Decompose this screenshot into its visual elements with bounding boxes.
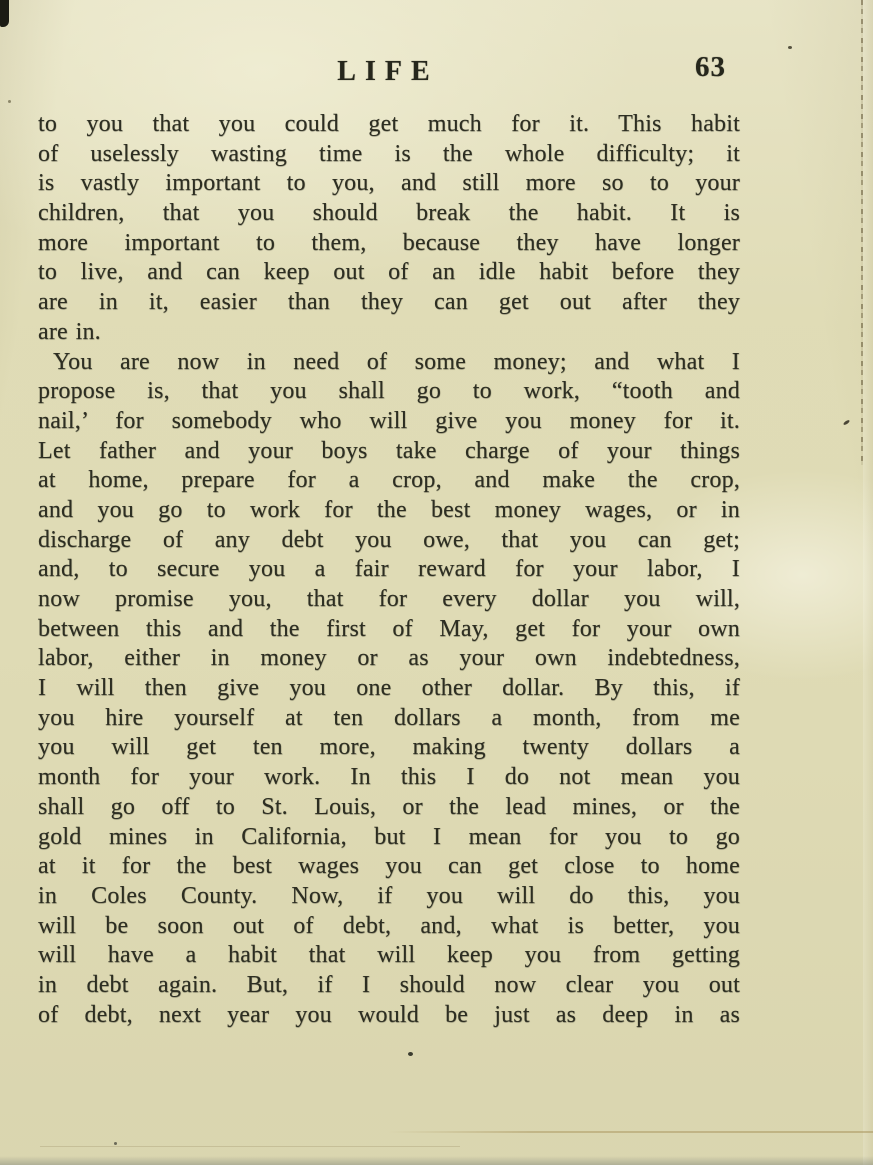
page-edge-shadow xyxy=(863,0,873,1165)
text-line: are in. xyxy=(38,318,101,345)
text-line: will have a habit that will keep you from getting xyxy=(38,942,740,969)
page-header xyxy=(38,50,740,90)
text-line: gold mines in California, but I mean for you to go xyxy=(38,823,740,850)
text-line: of debt, next year you would be just as deep in as xyxy=(38,1001,740,1028)
text-line: you will get ten more, making twenty dollars a xyxy=(38,734,740,761)
text-line: and you go to work for the best money wages, or in xyxy=(38,496,740,523)
text-line: in Coles County. Now, if you will do this, you xyxy=(38,882,740,909)
text-line: You are now in need of some money; and what I xyxy=(53,348,740,375)
ink-speck xyxy=(788,46,792,49)
corner-ink-mark xyxy=(0,0,9,27)
ink-speck xyxy=(408,1052,413,1056)
ink-speck xyxy=(8,100,11,103)
text-line: you hire yourself at ten dollars a month, from me xyxy=(38,704,740,731)
text-line: discharge of any debt you owe, that you can get; xyxy=(38,526,740,553)
text-line: propose is, that you shall go to work, “tooth and xyxy=(38,378,740,405)
text-line: shall go off to St. Louis, or the lead mines, or the xyxy=(38,793,740,820)
paragraph xyxy=(38,348,740,1031)
text-line: children, that you should break the habit. It is xyxy=(38,200,740,227)
text-line: of uselessly wasting time is the whole difficulty; it xyxy=(38,140,740,167)
text-line: nail,’ for somebody who will give you money for it. xyxy=(38,407,740,434)
ink-speck xyxy=(114,1142,117,1145)
text-line: at home, prepare for a crop, and make the crop, xyxy=(38,467,740,494)
scan-crease-line xyxy=(388,1131,873,1133)
text-line: will be soon out of debt, and, what is better, you xyxy=(38,912,740,939)
text-line: are in it, easier than they can get out after they xyxy=(38,289,740,316)
text-line: at it for the best wages you can get close to home xyxy=(38,853,740,880)
text-line: Let father and your boys take charge of your things xyxy=(38,437,740,464)
running-head: LIFE xyxy=(337,56,439,87)
text-line: and, to secure you a fair reward for your labor, I xyxy=(38,556,740,583)
text-line: between this and the first of May, get for your own xyxy=(38,615,740,642)
text-line: to you that you could get much for it. This habit xyxy=(38,111,740,137)
scan-crease-line xyxy=(40,1146,460,1147)
text-line: in debt again. But, if I should now clear you out xyxy=(38,971,740,998)
text-line: now promise you, that for every dollar you will, xyxy=(38,586,740,612)
text-block xyxy=(38,110,740,1030)
text-line: is vastly important to you, and still more so to your xyxy=(38,170,740,197)
text-line: I will then give you one other dollar. By this, if xyxy=(38,675,740,702)
page-number: 63 xyxy=(695,51,726,83)
paragraph xyxy=(38,110,740,348)
ink-speck xyxy=(843,419,850,425)
text-line: to live, and can keep out of an idle habit before they xyxy=(38,259,740,286)
text-line: month for your work. In this I do not mean you xyxy=(38,764,740,791)
text-line: labor, either in money or as your own indebtedness, xyxy=(38,645,740,672)
text-line: more important to them, because they have longer xyxy=(38,229,740,256)
scan-bottom-edge xyxy=(0,1156,873,1165)
